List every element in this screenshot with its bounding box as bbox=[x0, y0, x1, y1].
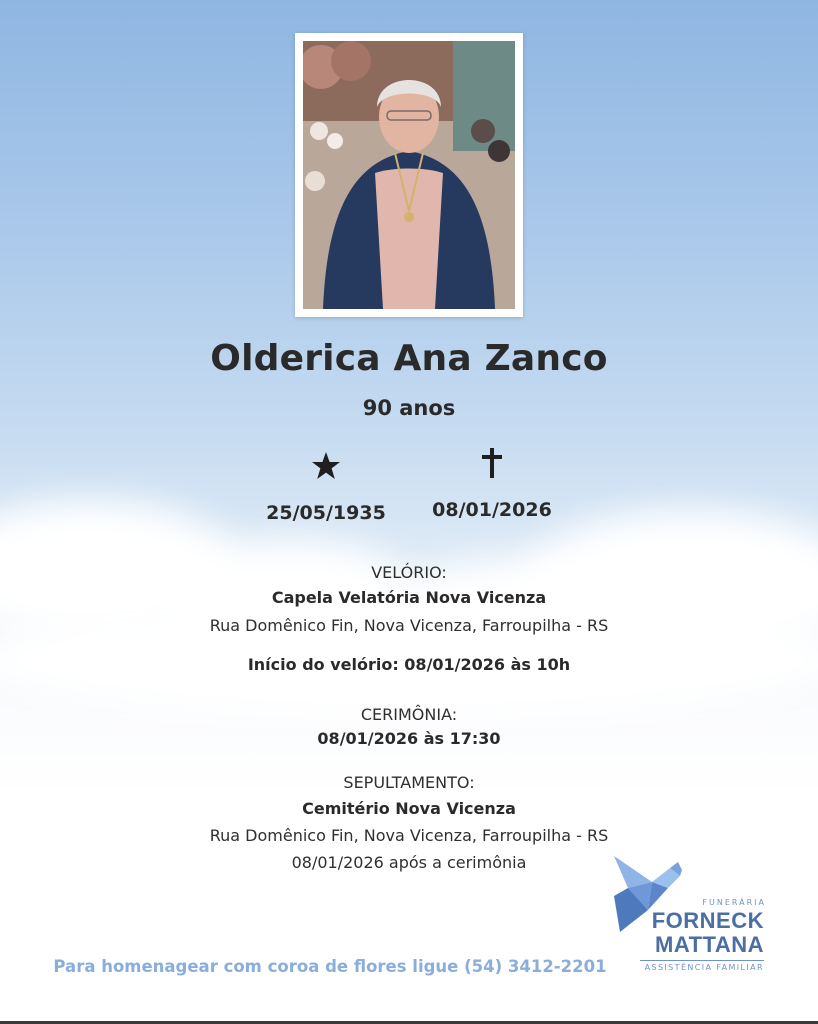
birth-date: 25/05/1935 bbox=[266, 502, 386, 524]
logo-line-forneck: FORNECK bbox=[651, 908, 764, 933]
burial-address: Rua Domênico Fin, Nova Vicenza, Farroupilha - RS bbox=[209, 826, 609, 845]
burial-heading: SEPULTAMENTO: bbox=[343, 773, 475, 792]
wake-address: Rua Domênico Fin, Nova Vicenza, Farroupilha - RS bbox=[209, 616, 609, 635]
portrait-image bbox=[303, 41, 515, 309]
logo-divider bbox=[640, 960, 764, 961]
flowers-contact-text: Para homenagear com coroa de flores ligue (54) 3412-2201 bbox=[53, 957, 607, 976]
wake-start: Início do velório: 08/01/2026 às 10h bbox=[247, 655, 571, 674]
ceremony-heading: CERIMÔNIA: bbox=[360, 705, 458, 724]
wake-heading: VELÓRIO: bbox=[371, 563, 447, 582]
cross-icon bbox=[479, 446, 505, 480]
wake-place: Capela Velatória Nova Vicenza bbox=[271, 588, 547, 607]
deceased-name: Olderica Ana Zanco bbox=[210, 338, 608, 379]
star-icon bbox=[311, 451, 341, 481]
deceased-age: 90 anos bbox=[362, 396, 456, 420]
logo-line-assistencia: ASSISTÊNCIA FAMILIAR bbox=[644, 963, 764, 972]
logo-line-mattana: MATTANA bbox=[655, 932, 764, 957]
death-date: 08/01/2026 bbox=[432, 499, 552, 521]
ceremony-datetime: 08/01/2026 às 17:30 bbox=[317, 729, 501, 748]
burial-when: 08/01/2026 após a cerimônia bbox=[291, 853, 527, 872]
burial-place: Cemitério Nova Vicenza bbox=[302, 799, 516, 818]
portrait-photo bbox=[295, 33, 523, 317]
logo-line-funeraria: FUNERÁRIA bbox=[702, 898, 766, 907]
funeral-home-logo bbox=[606, 852, 766, 984]
